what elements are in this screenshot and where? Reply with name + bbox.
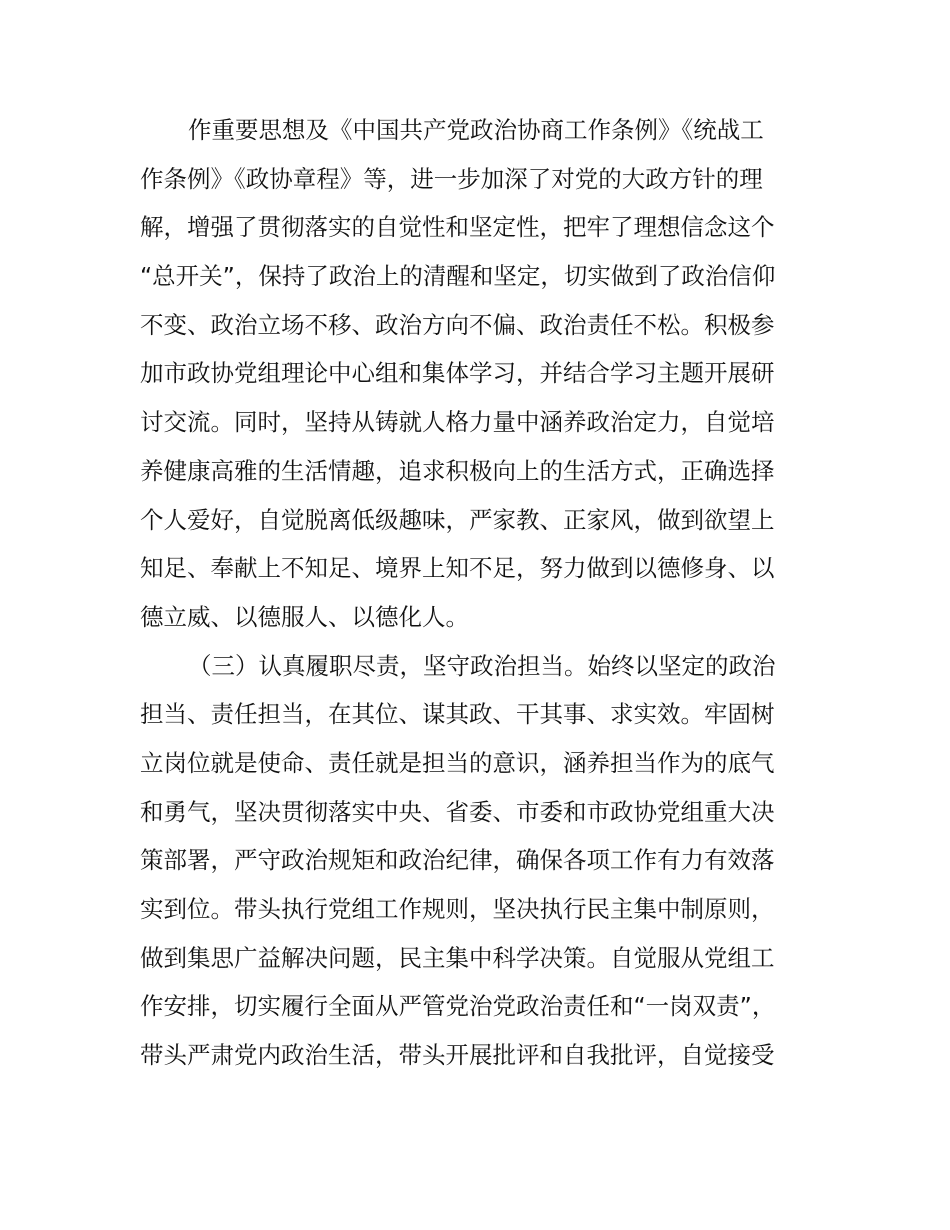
text-line: 作重要思想及《中国共产党政治协商工作条例》《统战工 bbox=[188, 116, 764, 144]
paragraph-political-study bbox=[140, 106, 812, 642]
text-line: 和勇气，坚决贯彻落实中央、省委、市委和市政协党组重大决 bbox=[140, 797, 775, 826]
text-line: 知足、奉献上不知足、境界上知不足，努力做到以德修身、以 bbox=[140, 554, 775, 583]
text-line: 做到集思广益解决问题，民主集中科学决策。自觉服从党组工 bbox=[140, 943, 775, 972]
text-line: 讨交流。同时，坚持从铸就人格力量中涵养政治定力，自觉培 bbox=[140, 408, 775, 437]
text-line: 德立威、以德服人、以德化人。 bbox=[140, 602, 469, 631]
text-line: 实到位。带头执行党组工作规则，坚决执行民主集中制原则， bbox=[140, 895, 775, 923]
text-line: 加市政协党组理论中心组和集体学习，并结合学习主题开展研 bbox=[140, 359, 775, 388]
text-line: 解，增强了贯彻落实的自觉性和坚定性，把牢了理想信念这个 bbox=[140, 213, 775, 242]
text-line: （三）认真履职尽责，坚守政治担当。始终以坚定的政治 bbox=[188, 651, 776, 680]
text-line: 立岗位就是使命、责任就是担当的意识，涵养担当作为的底气 bbox=[140, 748, 775, 777]
text-line: 不变、政治立场不移、政治方向不偏、政治责任不松。积极参 bbox=[140, 310, 775, 339]
text-line: 策部署，严守政治规矩和政治纪律，确保各项工作有力有效落 bbox=[140, 846, 775, 875]
paragraph-section-three bbox=[140, 642, 812, 1080]
text-line: 个人爱好，自觉脱离低级趣味，严家教、正家风，做到欲望上 bbox=[140, 505, 775, 534]
text-line: “总开关”，保持了政治上的清醒和坚定，切实做到了政治信仰 bbox=[140, 262, 776, 291]
text-line: 作安排，切实履行全面从严管党治党政治责任和“一岗双责”， bbox=[140, 992, 776, 1021]
text-line: 养健康高雅的生活情趣，追求积极向上的生活方式，正确选择 bbox=[140, 456, 775, 485]
text-line: 作条例》《政协章程》等，进一步加深了对党的大政方针的理 bbox=[140, 164, 763, 193]
text-line: 担当、责任担当，在其位、谋其政、干其事、求实效。牢固树 bbox=[140, 700, 775, 729]
text-line: 带头严肃党内政治生活，带头开展批评和自我批评，自觉接受 bbox=[140, 1041, 775, 1070]
document-body bbox=[140, 106, 812, 1080]
